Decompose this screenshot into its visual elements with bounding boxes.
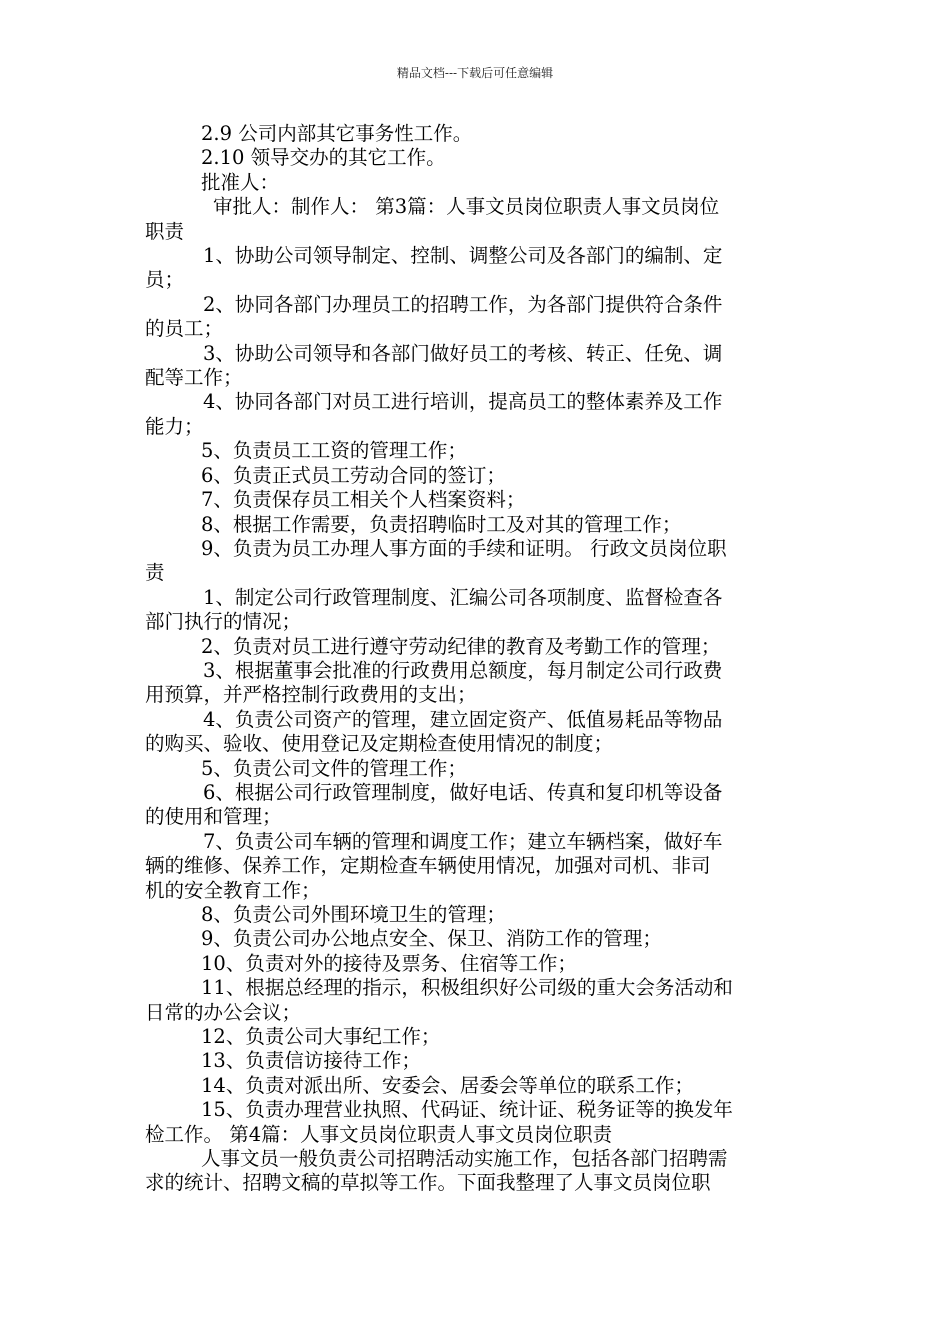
- text-line: 1、协助公司领导制定、控制、调整公司及各部门的编制、定: [203, 244, 723, 268]
- text-line: 14、负责对派出所、安委会、居委会等单位的联系工作；: [201, 1073, 694, 1097]
- text-line: 求的统计、招聘文稿的草拟等工作。下面我整理了人事文员岗位职: [145, 1171, 711, 1195]
- text-line: 部门执行的情况；: [145, 610, 302, 634]
- text-line: 15、负责办理营业执照、代码证、统计证、税务证等的换发年: [201, 1098, 733, 1122]
- text-line: 3、根据董事会批准的行政费用总额度，每月制定公司行政费: [203, 658, 723, 682]
- text-line: 8、根据工作需要，负责招聘临时工及对其的管理工作；: [201, 512, 682, 536]
- text-line: 4、协同各部门对员工进行培训，提高员工的整体素养及工作: [203, 390, 723, 414]
- text-line: 审批人：制作人： 第3篇：人事文员岗位职责人事文员岗位: [213, 195, 720, 219]
- text-line: 8、负责公司外围环境卫生的管理；: [201, 903, 506, 926]
- text-line: 检工作。 第4篇：人事文员岗位职责人事文员岗位职责: [145, 1122, 613, 1146]
- text-line: 6、根据公司行政管理制度，做好电话、传真和复印机等设备: [203, 780, 723, 804]
- text-line: 2.9 公司内部其它事务性工作。: [201, 122, 473, 145]
- text-line: 的购买、验收、使用登记及定期检查使用情况的制度；: [145, 732, 614, 756]
- text-line: 机的安全教育工作；: [145, 878, 321, 902]
- text-line: 10、负责对外的接待及票务、住宿等工作；: [201, 951, 577, 975]
- text-line: 责: [145, 561, 165, 585]
- text-line: 7、负责公司车辆的管理和调度工作；建立车辆档案，做好车: [203, 829, 723, 853]
- text-line: 员；: [145, 268, 185, 292]
- text-line: 9、负责为员工办理人事方面的手续和证明。 行政文员岗位职: [201, 536, 727, 560]
- text-line: 12、负责公司大事纪工作；: [201, 1025, 441, 1049]
- text-line: 3、协助公司领导和各部门做好员工的考核、转正、任免、调: [203, 341, 723, 365]
- text-line: 日常的办公会议；: [145, 1000, 302, 1024]
- text-line: 4、负责公司资产的管理，建立固定资产、低值易耗品等物品: [203, 707, 723, 731]
- text-line: 的员工；: [145, 317, 224, 341]
- text-line: 用预算，并严格控制行政费用的支出；: [145, 683, 477, 707]
- text-line: 1、制定公司行政管理制度、汇编公司各项制度、监督检查各: [203, 585, 723, 609]
- text-line: 6、负责正式员工劳动合同的签订；: [201, 463, 506, 487]
- text-line: 2、负责对员工进行遵守劳动纪律的教育及考勤工作的管理；: [201, 634, 721, 658]
- text-line: 13、负责信访接待工作；: [201, 1049, 421, 1073]
- text-line: 配等工作；: [145, 366, 243, 390]
- text-line: 9、负责公司办公地点安全、保卫、消防工作的管理；: [201, 927, 662, 951]
- text-line: 5、负责公司文件的管理工作；: [201, 756, 467, 780]
- text-line: 能力；: [145, 414, 204, 438]
- page-header: 精品文档---下载后可任意编辑: [396, 66, 554, 80]
- text-line: 职责: [145, 219, 185, 243]
- text-line: 批准人：: [201, 170, 280, 194]
- text-line: 人事文员一般负责公司招聘活动实施工作，包括各部门招聘需: [201, 1147, 728, 1171]
- text-line: 11、根据总经理的指示，积极组织好公司级的重大会务活动和: [201, 976, 733, 1000]
- text-line: 5、负责员工工资的管理工作；: [201, 439, 467, 463]
- text-line: 的使用和管理；: [145, 805, 282, 829]
- text-line: 2.10 领导交办的其它工作。: [201, 146, 446, 170]
- text-line: 2、协同各部门办理员工的招聘工作，为各部门提供符合条件: [203, 292, 723, 316]
- text-line: 7、负责保存员工相关个人档案资料；: [201, 488, 526, 512]
- document-body: [145, 122, 813, 1196]
- text-line: 辆的维修、保养工作，定期检查车辆使用情况，加强对司机、非司: [145, 854, 711, 878]
